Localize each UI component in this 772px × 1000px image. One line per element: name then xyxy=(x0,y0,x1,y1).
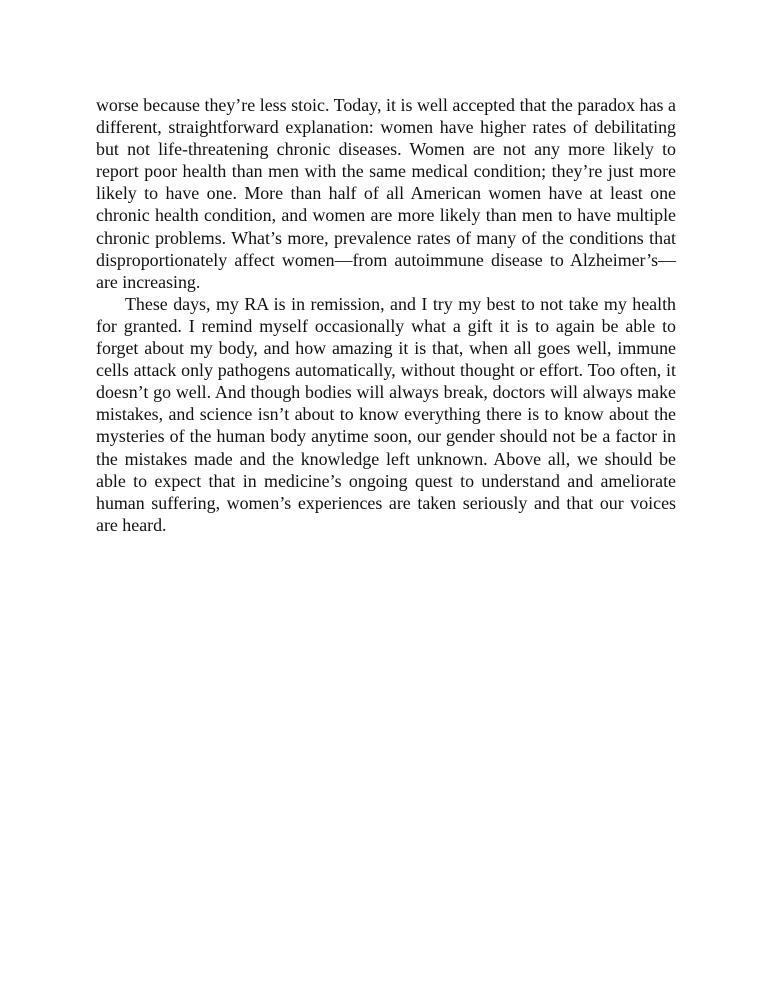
paragraph-remission: These days, my RA is in remission, and I try my best to not take my health for granted. I remind myself occasionally what a gift it is to again be able to forget about my body, and how amazing it is that, when all goes well, immune cells attack only pathogens automatically, without thought or effort. Too often, it doesn’t go well. And though bodies will always break, doctors will always make mistakes, and science isn’t about to know everything there is to know about the mysteries of the human body anytime soon, our gender should not be a factor in the mistakes made and the knowledge left unknown. Above all, we should be able to expect that in medicine’s ongoing quest to understand and ameliorate human suffering, women’s experiences are taken seriously and that our voices are heard. xyxy=(96,293,676,535)
paragraph-continuation: worse because they’re less stoic. Today, it is well accepted that the paradox has a different, straightforward explanation: women have higher rates of debilitating but not life-threatening chronic diseases. Women are not any more likely to report poor health than men with the same medical condition; they’re just more likely to have one. More than half of all American women have at least one chronic health condition, and women are more likely than men to have multiple chronic problems. What’s more, prevalence rates of many of the conditions that disproportionately affect women—from autoimmune disease to Alzheimer’s—are increasing. xyxy=(96,95,676,292)
body-text xyxy=(96,94,676,536)
